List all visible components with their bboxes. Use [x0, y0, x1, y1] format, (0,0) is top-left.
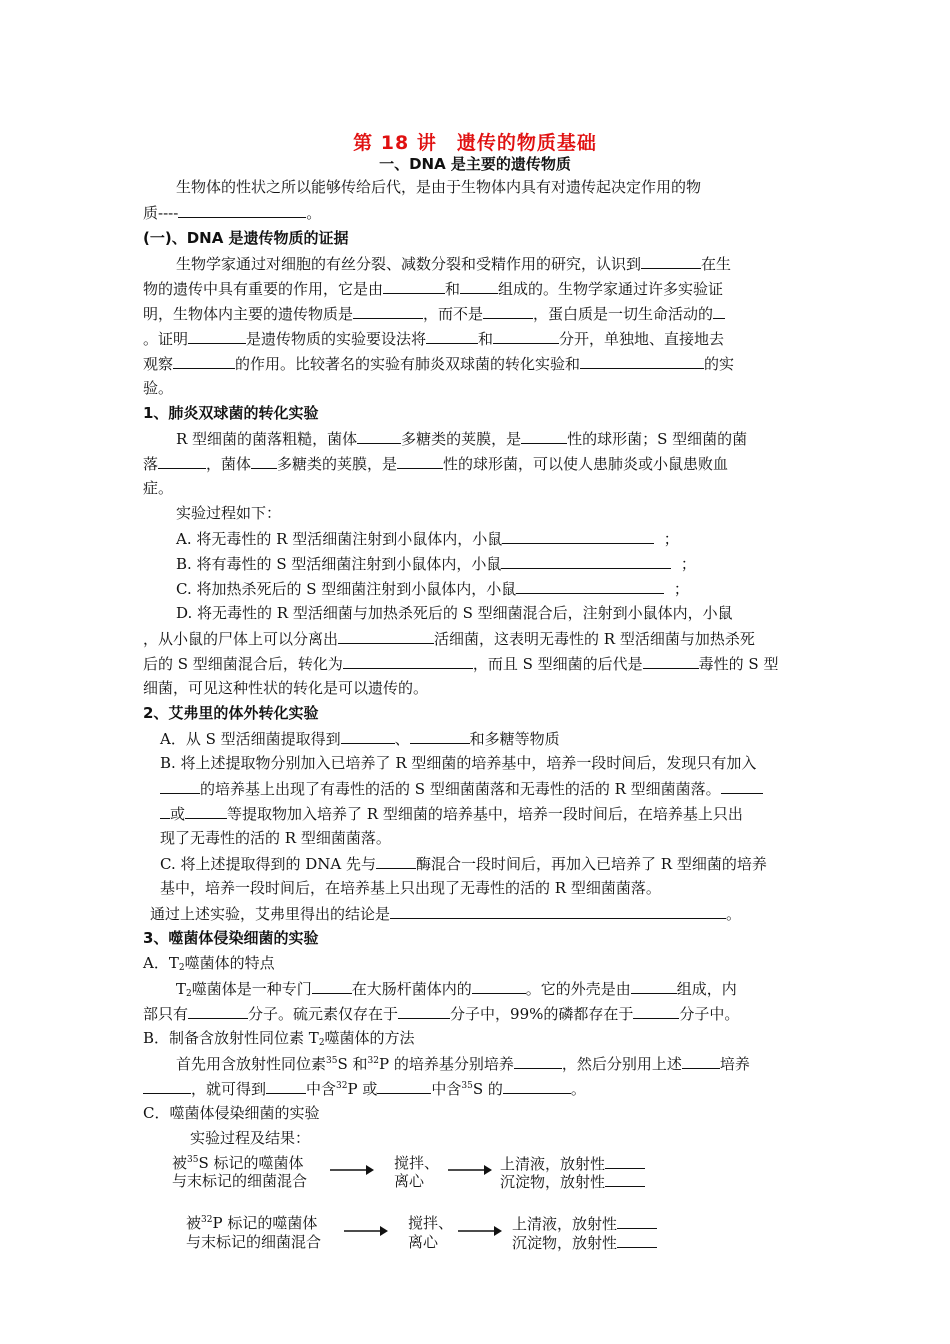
avery-a [160, 728, 560, 749]
flow2-arrow-1 [344, 1225, 388, 1237]
text: R 型细菌的菌落粗糙，菌体 [176, 430, 358, 448]
flow2-sediment [512, 1232, 657, 1253]
pneumo-line-3: 症。 [143, 479, 174, 497]
text: 中含 [306, 1080, 337, 1098]
text: 沉淀物，放射性 [512, 1234, 618, 1252]
text: 。它的外壳是由 [525, 980, 631, 998]
arrow-right-icon [448, 1164, 492, 1176]
text: 的实 [704, 355, 735, 373]
blank [682, 1053, 720, 1069]
superscript: 35 [461, 1081, 473, 1091]
text: A. 将无毒性的 R 型活细菌注射到小鼠体内，小鼠 [176, 530, 503, 548]
text: ，然后分别用上述 [561, 1055, 682, 1073]
blank [501, 553, 671, 569]
text: 培养 [719, 1055, 750, 1073]
flow2-input-line-1 [186, 1213, 317, 1233]
blank [514, 1053, 562, 1069]
blank [343, 653, 473, 669]
text: 多糖类的荚膜，是 [277, 455, 398, 473]
text: 被 [186, 1214, 202, 1232]
text: 在生 [701, 255, 732, 273]
blank [617, 1213, 657, 1229]
intro-line-2 [143, 202, 321, 223]
blank [641, 253, 701, 269]
evidence-line-6: 验。 [143, 379, 174, 397]
blank [426, 328, 478, 344]
step-d-line-1: D. 将无毒性的 R 型活细菌与加热杀死后的 S 型细菌混合后，注射到小鼠体内，小鼠 [176, 604, 733, 622]
text: A．从 S 型活细菌提取得到 [160, 730, 341, 748]
phage-b-line-2 [143, 1078, 586, 1099]
blank [605, 1153, 645, 1169]
flow1-arrow-1 [330, 1164, 374, 1176]
text: P 标记的噬菌体 [212, 1214, 318, 1232]
text: 被 [172, 1154, 188, 1172]
step-c [176, 578, 689, 599]
step-a [176, 528, 679, 549]
text: 或 [170, 805, 186, 823]
text: 部只有 [143, 1005, 189, 1023]
avery-b-line-2 [160, 778, 763, 799]
text: P 或 [347, 1080, 378, 1098]
blank [721, 778, 763, 794]
subscript: 2 [186, 989, 192, 999]
text: 落 [143, 455, 159, 473]
text: 质---- [143, 204, 179, 222]
blank [643, 653, 699, 669]
blank [605, 1171, 645, 1187]
phage-process-label: 实验过程及结果： [190, 1129, 311, 1147]
phage-a-line-2 [143, 1003, 739, 1024]
blank [160, 778, 200, 794]
evidence-line-2 [143, 278, 723, 299]
text: 噬菌体是一种专门 [191, 980, 312, 998]
text: P 的培养基分别培养 [378, 1055, 514, 1073]
text: 性的球形菌；S 型细菌的菌 [567, 430, 748, 448]
text: 在大肠杆菌体内的 [351, 980, 472, 998]
avery-b-line-3 [160, 803, 743, 824]
blank [376, 853, 416, 869]
blank [312, 978, 352, 994]
subscript: 2 [318, 1038, 325, 1048]
evidence-line-4 [143, 328, 724, 349]
text: 沉淀物，放射性 [500, 1173, 606, 1191]
subscript: 2 [178, 963, 185, 973]
phage-c-heading: C．噬菌体侵染细菌的实验 [143, 1104, 320, 1122]
blank [185, 803, 227, 819]
blank [188, 1003, 248, 1019]
text: S 标记的噬菌体 [198, 1154, 304, 1172]
blank [617, 1232, 657, 1248]
text: A．T [143, 954, 179, 972]
superscript: 35 [326, 1056, 338, 1066]
text: 上清液，放射性 [500, 1155, 606, 1173]
text: 和 [445, 280, 461, 298]
text: 首先用含放射性同位素 [176, 1055, 327, 1073]
blank [188, 328, 246, 344]
text: 噬菌体的特点 [184, 954, 275, 972]
blank [338, 628, 434, 644]
blank [502, 528, 654, 544]
blank [357, 428, 401, 444]
blank [353, 303, 423, 319]
phage-a-line-1 [176, 978, 737, 999]
heading-pneumococcus: 1、肺炎双球菌的转化实验 [143, 404, 319, 422]
text: ，而不是 [423, 305, 484, 323]
text: 生物学家通过对细胞的有丝分裂、减数分裂和受精作用的研究，认识到 [176, 255, 642, 273]
heading-evidence: (一)、DNA 是遗传物质的证据 [143, 229, 349, 247]
blank [173, 353, 235, 369]
blank [160, 803, 170, 819]
text: C. 将上述提取得到的 DNA 先与 [160, 855, 376, 873]
avery-conclusion [150, 903, 741, 924]
blank [178, 202, 306, 218]
text: 分子中。 [679, 1005, 740, 1023]
text: C. 将加热杀死后的 S 型细菌注射到小鼠体内，小鼠 [176, 580, 517, 598]
flow1-input-line-2: 与末标记的细菌混合 [172, 1172, 308, 1190]
section-subtitle: 一、DNA 是主要的遗传物质 [379, 155, 571, 173]
text: B．制备含放射性同位素 T [143, 1029, 319, 1047]
text: 等提取物加入培养了 R 型细菌的培养基中，培养一段时间后，在培养基上只出 [227, 805, 743, 823]
pneumo-line-2 [143, 453, 728, 474]
text: 和 [478, 330, 494, 348]
page-title: 第 18 讲 遗传的物质基础 [353, 132, 597, 154]
blank [493, 328, 559, 344]
heading-phage: 3、噬菌体侵染细菌的实验 [143, 929, 319, 947]
step-d-line-2 [143, 628, 755, 649]
text: 。证明 [143, 330, 189, 348]
text: 中含 [431, 1080, 462, 1098]
text: S 的 [472, 1080, 503, 1098]
text: 、 [394, 730, 410, 748]
evidence-line-5 [143, 353, 734, 374]
text: 毒性的 S 型 [698, 655, 779, 673]
blank [383, 278, 445, 294]
avery-b-line-1: B. 将上述提取物分别加入已培养了 R 型细菌的培养基中，培养一段时间后，发现只有加入 [160, 754, 757, 772]
text: 观察 [143, 355, 174, 373]
arrow-right-icon [344, 1225, 388, 1237]
blank [390, 903, 726, 919]
flow1-centrifuge: 离心 [394, 1172, 425, 1190]
blank [503, 1078, 571, 1094]
flow1-arrow-2 [448, 1164, 492, 1176]
blank [633, 1003, 679, 1019]
blank [143, 1078, 191, 1094]
avery-b-line-4: 现了无毒性的活的 R 型细菌菌落。 [160, 829, 391, 847]
step-b [176, 553, 696, 574]
blank [580, 353, 704, 369]
blank [521, 428, 567, 444]
flow2-input-line-2: 与末标记的细菌混合 [186, 1233, 322, 1251]
blank [397, 453, 443, 469]
text: S 和 [337, 1055, 368, 1073]
text: 酶混合一段时间后，再加入已培养了 R 型细菌的培养 [416, 855, 767, 873]
flow1-stir: 搅拌、 [394, 1154, 440, 1172]
phage-a-heading [143, 953, 275, 973]
text: ； [673, 580, 689, 598]
step-d-line-3 [143, 653, 778, 674]
evidence-line-1 [176, 253, 731, 274]
text: 是遗传物质的实验要设法将 [246, 330, 427, 348]
text: 噬菌体的方法 [324, 1029, 415, 1047]
text: 和多糖等物质 [469, 730, 560, 748]
flow2-arrow-2 [458, 1225, 502, 1237]
flow2-centrifuge: 离心 [408, 1233, 439, 1251]
text: ，而且 S 型细菌的后代是 [472, 655, 643, 673]
text: 组成，内 [676, 980, 737, 998]
phage-b-heading [143, 1028, 415, 1048]
flow2-supernatant [512, 1213, 657, 1234]
flow1-input-line-1 [172, 1153, 304, 1173]
superscript: 32 [336, 1081, 348, 1091]
step-d-line-4: 细菌，可见这种性状的转化是可以遗传的。 [143, 679, 429, 697]
text: 分子。硫元素仅存在于 [248, 1005, 399, 1023]
pneumo-line-1 [176, 428, 747, 449]
text: ，蛋白质是一切生命活动的 [533, 305, 714, 323]
avery-c-line-1 [160, 853, 767, 874]
text: 明，生物体内主要的遗传物质是 [143, 305, 354, 323]
text: ； [680, 555, 696, 573]
text: 。 [726, 905, 742, 923]
superscript: 32 [367, 1056, 379, 1066]
blank [341, 728, 395, 744]
intro-line-1: 生物体的性状之所以能够传给后代，是由于生物体内具有对遗传起决定作用的物 [176, 178, 702, 196]
arrow-right-icon [330, 1164, 374, 1176]
evidence-line-3 [143, 303, 725, 324]
text: ，从小鼠的尸体上可以分离出 [143, 630, 339, 648]
blank [713, 303, 725, 319]
text: ，菌体 [206, 455, 252, 473]
text: 多糖类的荚膜，是 [401, 430, 522, 448]
blank [158, 453, 206, 469]
avery-c-line-2: 基中，培养一段时间后，在培养基上只出现了无毒性的活的 R 型细菌菌落。 [160, 879, 661, 897]
blank [472, 978, 526, 994]
text: 通过上述实验，艾弗里得出的结论是 [150, 905, 391, 923]
text: 分子中，99%的磷都存在于 [450, 1005, 634, 1023]
blank [483, 303, 533, 319]
blank [460, 278, 498, 294]
blank [251, 453, 277, 469]
process-label: 实验过程如下： [176, 504, 282, 522]
text: 。 [570, 1080, 586, 1098]
text: 活细菌，这表明无毒性的 R 型活细菌与加热杀死 [434, 630, 755, 648]
text: 上清液，放射性 [512, 1215, 618, 1233]
text: B. 将有毒性的 S 型活细菌注射到小鼠体内，小鼠 [176, 555, 502, 573]
text: 物的遗传中具有重要的作用，它是由 [143, 280, 384, 298]
superscript: 35 [187, 1155, 199, 1165]
text: 性的球形菌，可以使人患肺炎或小鼠患败血 [443, 455, 729, 473]
phage-b-line-1 [176, 1053, 750, 1074]
superscript: 32 [201, 1215, 213, 1225]
heading-avery: 2、艾弗里的体外转化实验 [143, 704, 319, 722]
text: ； [663, 530, 679, 548]
text: 分开，单独地、直接地去 [559, 330, 725, 348]
flow1-sediment [500, 1171, 645, 1192]
text: ，就可得到 [191, 1080, 267, 1098]
blank [631, 978, 677, 994]
text: 的作用。比较著名的实验有肺炎双球菌的转化实验和 [235, 355, 581, 373]
blank [516, 578, 664, 594]
text: 组成的。生物学家通过许多实验证 [498, 280, 724, 298]
blank [377, 1078, 431, 1094]
blank [266, 1078, 306, 1094]
blank [410, 728, 470, 744]
blank [398, 1003, 450, 1019]
arrow-right-icon [458, 1225, 502, 1237]
flow2-stir: 搅拌、 [408, 1214, 454, 1232]
text: 后的 S 型细菌混合后，转化为 [143, 655, 343, 673]
text: 的培养基上出现了有毒性的活的 S 型细菌菌落和无毒性的活的 R 型细菌菌落。 [200, 780, 721, 798]
text: 。 [306, 204, 322, 222]
text: T [176, 980, 187, 998]
